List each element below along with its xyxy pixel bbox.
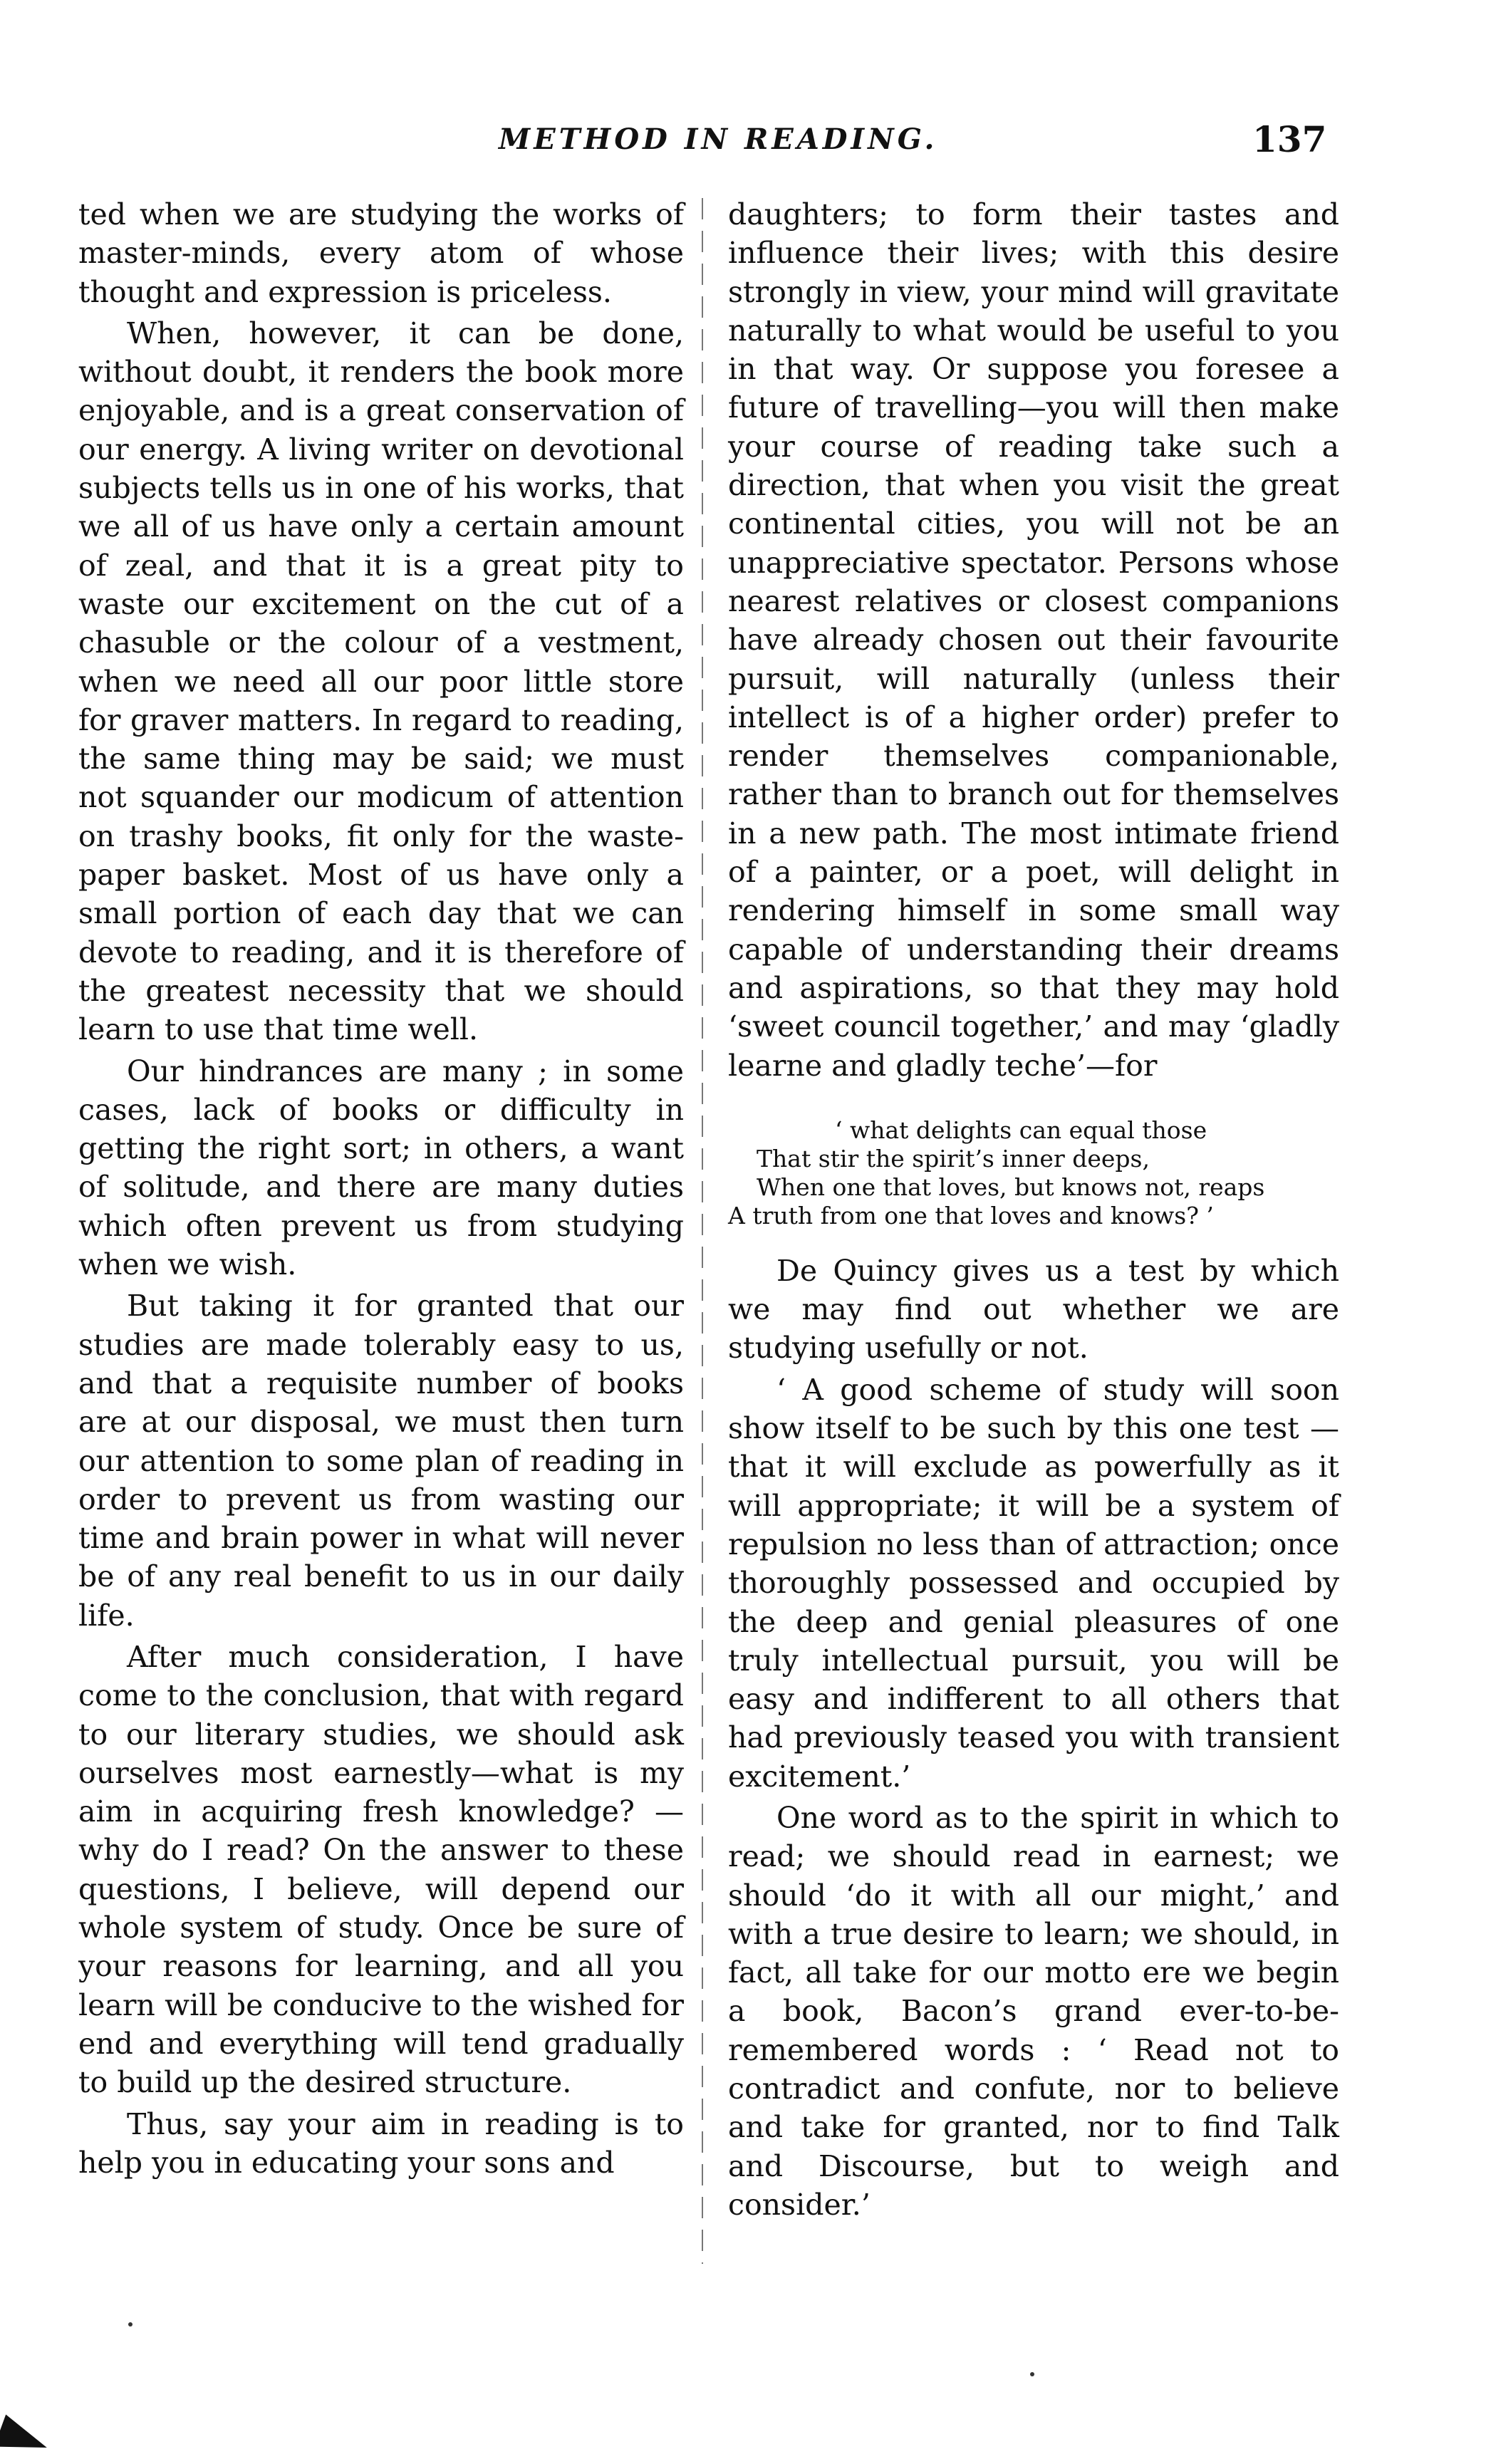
quotation-paragraph: ‘ A good scheme of study will soon show itself to be such by this one test —that it will exclude as powerfully as it will appropriate; it will be a system of repulsion no less than of attraction; once thoroughly possessed and occupied by the deep and genial pleasures of one truly intellectual pursuit, you will be easy and indifferent to all others that had previously teased you with transient excitement.’ [728,1372,1339,1794]
right-column [728,195,1339,2224]
verse-line: When one that loves, but knows not, reaps [757,1173,1265,1201]
ink-speck [1030,2372,1034,2376]
page-number: 137 [1252,118,1327,160]
verse-line: A truth from one that loves and knows? ’ [728,1201,1214,1230]
left-column [78,195,684,2182]
column-divider [702,198,703,2264]
verse-line: ‘ what delights can equal those [835,1116,1207,1144]
paragraph: One word as to the spirit in which to read; we should read in earnest; we should ‘do it with all our might,’ and with a true desire to learn; we should, in fact, all take for our motto ere we begin a book, Bacon’s grand ever-to-be-remembered words : ‘ Read not to contradict and confute, nor to believe and take for granted, nor to find Talk and Discourse, but to weigh and consider.’ [728,1800,1339,2222]
verse-line: That stir the spirit’s inner deeps, [757,1144,1150,1173]
paragraph: De Quincy gives us a test by which we may find out whether we are studying usefully or not. [728,1253,1339,1366]
paragraph: Our hindrances are many ; in some cases, lack of books or difficulty in getting the right sort; in others, a want of solitude, and there are many duties which often prevent us from studying when we wish. [78,1054,684,1282]
paragraph: Thus, say your aim in reading is to help you in educating your sons and [78,2106,684,2180]
paragraph: But taking it for granted that our studies are made tolerably easy to us, and that a requisite number of books are at our disposal, we must then turn our attention to some plan of reading in order to prevent us from wasting our time and brain power in what will never be of any real benefit to us in our daily life. [78,1289,684,1633]
paragraph: After much consideration, I have come to the conclusion, that with regard to our literary studies, we should ask ourselves most earnestly—what is my aim in acquiring fresh knowledge? —why do I read? On the answer to these questions, I believe, will depend our whole system of study. Once be sure of your reasons for learning, and all you learn will be conducive to the wished for end and everything will tend gradually to build up the desired structure. [78,1639,684,2100]
paragraph-continued: ted when we are studying the works of master-minds, every atom of whose thought and expression is priceless. [78,197,684,309]
ink-speck [128,2322,133,2327]
running-header-title: METHOD IN READING. [499,123,938,156]
paragraph-continued: daughters; to form their tastes and influence their lives; with this desire strongly in view, your mind will gravitate naturally to what would be useful to you in that way. Or suppose you foresee a future of travelling—you will then make your course of reading take such a direction, that when you visit the great continental cities, you will not be an unappreciative spectator. Persons whose nearest relatives or closest companions have already chosen out their favourite pursuit, will naturally (unless their intellect is of a higher order) prefer to render themselves companionable, rather than to branch out for themselves in a new path. The most intimate friend of a painter, or a poet, will delight in rendering himself in some small way capable of understanding their dreams and aspirations, so that they may hold ‘sweet council together,’ and may ‘gladly learne and gladly teche’—for [728,197,1339,1083]
verse-quotation [728,1116,1339,1230]
paragraph: When, however, it can be done, without doubt, it renders the book more enjoyable, and is a great conservation of our energy. A living writer on devotional subjects tells us in one of his works, that we all of us have only a certain amount of zeal, and that it is a great pity to waste our excitement on the cut of a chasuble or the colour of a vestment, when we need all our poor little store for graver matters. In regard to reading, the same thing may be said; we must not squander our modicum of attention on trashy books, fit only for the waste-paper basket. Most of us have only a small portion of each day that we can devote to reading, and it is therefore of the greatest necessity that we should learn to use that time well. [78,316,684,1047]
page-corner-mark [0,2414,53,2463]
